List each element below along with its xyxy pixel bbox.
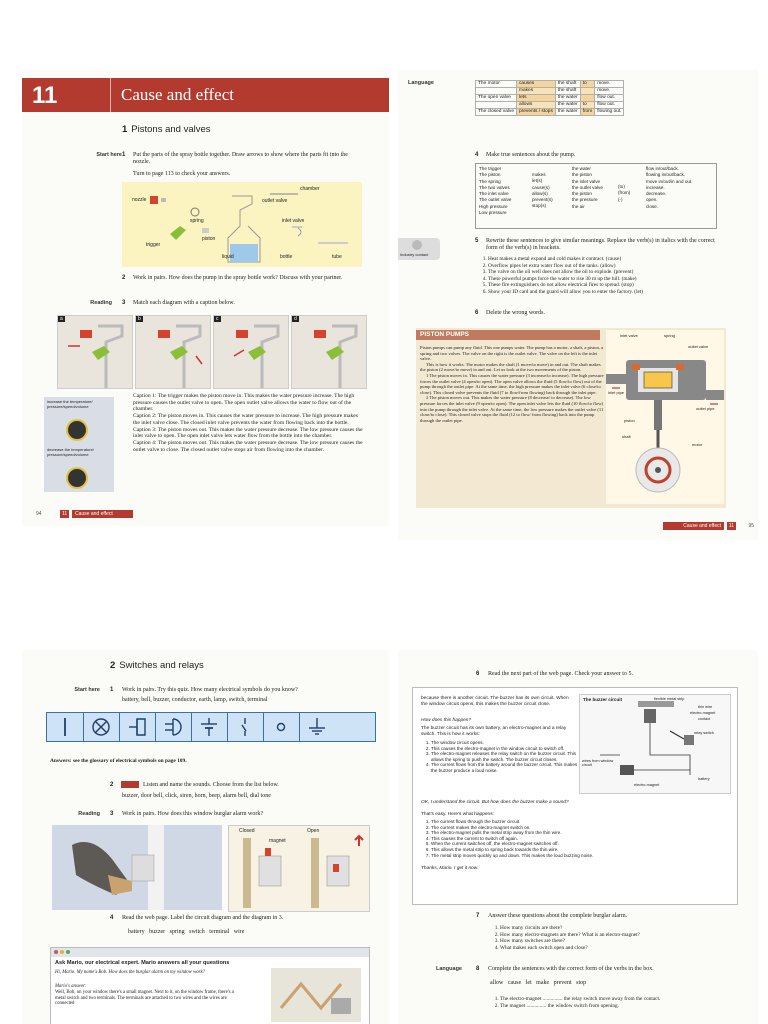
task-7-number: 7	[476, 913, 480, 919]
substitution-cell: decrease.	[646, 191, 667, 197]
switch-symbol-icon	[227, 713, 264, 741]
substitution-cell: stop(s)	[532, 203, 547, 209]
language-table-cell: flow out.	[595, 95, 624, 102]
language-table-cell: to	[580, 102, 595, 109]
open-label: Open	[307, 828, 320, 834]
diagram-label-liquid: liquid	[222, 254, 234, 260]
task-6b-text: Read the next part of the web page. Check your answer to 5.	[488, 671, 633, 677]
pump-label-outlet-valve: outlet valve	[688, 344, 709, 349]
substitution-cell: let(s)	[532, 178, 543, 184]
web-step-2-item: 3. The electro-magnet pulls the metal strip away from the thin wire.	[431, 830, 671, 836]
footer-page-number-right: 95	[748, 523, 754, 529]
web-question-2: How does this happen?	[421, 718, 472, 723]
web-step-2-item: 2. The current makes the electro-magnet switch on.	[431, 825, 671, 831]
lamp-symbol-icon	[83, 713, 120, 741]
task-7-item: 4. What makes each switch open and close?	[500, 945, 750, 952]
buzzer-label-electro-magnet: electro-magnet	[690, 711, 716, 715]
task-7-list	[490, 925, 750, 951]
footer-right	[398, 522, 758, 531]
buzzer-label-electro-magnet-2: electro-magnet	[634, 783, 660, 787]
task-2-text: Work in pairs. How does the pump in the spray bottle work? Discuss with your partner.	[133, 275, 343, 281]
language-table-cell: the water	[555, 95, 580, 102]
task-5-text: Rewrite these sentences to give similar meanings. Replace the verb(s) in italics with the correct form of the verb(s) in brackets.	[486, 238, 715, 252]
web-step-2-item: 4. This causes the current to switch off again.	[431, 836, 671, 842]
reading-label: Reading	[90, 300, 112, 306]
language-table-cell: The closed valve	[476, 109, 517, 116]
footer-unit-badge-right: 11	[728, 523, 734, 529]
language-table-cell: move.	[595, 88, 624, 95]
language-table-cell: the water	[555, 109, 580, 116]
language-table-row	[476, 81, 624, 88]
bell-symbol-icon	[155, 713, 192, 741]
sub-col-particle	[618, 184, 630, 203]
substitution-cell: High pressure	[479, 203, 508, 209]
substitution-cell: Low pressure	[479, 210, 507, 216]
browser-dot-3[interactable]	[66, 950, 70, 954]
web-page-continued	[412, 687, 738, 905]
language-label-2: Language	[436, 966, 462, 972]
buzzer-circuit-title: The buzzer circuit	[583, 697, 623, 702]
buzzer-label-thin-wire: thin wire	[698, 705, 713, 709]
industry-contact-icon	[412, 240, 422, 250]
substitution-cell: move in/out/in and out.	[646, 178, 693, 184]
web-step-2-item: 1. The current flows through the buzzer circuit.	[431, 819, 671, 825]
buzzer-symbol-icon	[119, 713, 156, 741]
sub-col-subject	[479, 166, 511, 216]
task-5-number: 5	[475, 238, 479, 244]
bottle-liquid	[230, 244, 258, 262]
substitution-cell: The trigger	[479, 166, 502, 171]
caption-3: Caption 3: The piston moves out. This makes the water pressure decrease. The low pressure causes the inlet valve to open. The open inlet valve lets water flow from the bottle into the chamber.	[133, 426, 363, 440]
task-5-item: 6. Show your ID card and the guard will allow you to enter the factory. (let)	[488, 289, 738, 296]
task-8-words: allow cause let make prevent stop	[490, 980, 587, 986]
substitution-cell: The outlet valve	[479, 197, 512, 203]
task-2b-words: buzzer, door bell, click, siren, horn, beep, alarm bell, dial tone	[122, 793, 271, 799]
task-8-list	[490, 996, 750, 1009]
language-label: Language	[408, 80, 434, 86]
language-table-row	[476, 109, 624, 116]
web-step-2-item: 6. This allows the metal strip to spring back towards the thin wire.	[431, 847, 671, 853]
substitution-cell: the piston	[572, 191, 592, 197]
web-page-panel	[50, 947, 370, 1024]
diagram-label-chamber: chamber	[300, 186, 320, 192]
unit-title: Cause and effect	[121, 85, 234, 104]
web-question: Hi, Mario. My name's Bob. How does the burglar alarm on my window work?	[55, 970, 206, 975]
diagram-label-bottle: bottle	[280, 254, 293, 260]
task-3-number: 3	[122, 300, 126, 306]
section-1-title-text: Pistons and valves	[131, 124, 211, 135]
page-cause-and-effect-right	[398, 70, 758, 540]
task-5-item: 4. These powerful pumps force the water to rise 30 m up the hill. (make)	[488, 276, 738, 283]
section-2-title-text: Switches and relays	[119, 660, 204, 671]
web-thanks: Thanks, Mario. I get it now.	[421, 866, 479, 871]
language-table-cell: causes	[517, 81, 556, 88]
task-8-number: 8	[476, 966, 480, 972]
web-step-item: 2. This causes the electro-magnet in the window circuit to switch off.	[431, 746, 579, 752]
language-table-cell: the shaft	[555, 81, 580, 88]
industry-contact-tab	[398, 238, 440, 260]
web-step-2-item: 7. The metal strip moves quickly up and down. This makes the loud buzzing noise.	[431, 853, 671, 859]
substitution-cell: the outlet valve	[572, 184, 603, 190]
substitution-cell: increase.	[646, 184, 665, 190]
language-table-cell	[580, 88, 595, 95]
buzzer-label-flexible-strip: flexible metal strip	[654, 697, 685, 701]
task-6-text: Delete the wrong words.	[486, 310, 545, 316]
buzzer-label-battery: battery	[698, 777, 710, 781]
section-2-title	[110, 660, 204, 671]
substitution-cell: the inlet valve	[572, 178, 601, 184]
industry-contact-label: Industry contact	[400, 252, 429, 257]
diagram-label-spring: spring	[190, 218, 204, 224]
task-3b-text: Work in pairs. How does this window burglar alarm work?	[122, 811, 264, 817]
diagram-label-trigger: trigger	[146, 242, 161, 248]
piston-pumps-heading: PISTON PUMPS	[416, 330, 600, 340]
start-here-label-2: Start here	[74, 687, 100, 693]
spray-bottle-diagram	[122, 182, 362, 267]
piston-how: This is how it works. The motor makes the shaft (1 move/to move) in and out. The shaft makes the piston (2 move/to move) in and out. Let us look at the two movements of the piston.	[420, 361, 601, 373]
section-1-number: 1	[122, 124, 128, 135]
dial-increase-icon	[66, 419, 88, 441]
substitution-cell: prevent(s)	[532, 197, 553, 203]
pump-label-spring: spring	[664, 333, 675, 338]
diagram-label-inlet-valve: inlet valve	[282, 218, 305, 224]
photo-d-label: d	[294, 316, 297, 322]
page-switches-and-relays-right	[398, 650, 758, 1024]
reading-label-2: Reading	[78, 811, 100, 817]
task-8-item: 1. The electro-magnet ............... the relay switch move away from the contact.	[500, 996, 750, 1003]
closed-open-diagram	[228, 825, 370, 912]
photo-a-label: a	[60, 316, 63, 322]
substitution-cell: the piston	[572, 172, 592, 178]
task-1b-words: battery, bell, buzzer, conductor, earth, lamp, switch, terminal	[122, 697, 268, 703]
task-3b-number: 3	[110, 811, 114, 817]
substitution-cell: the pressure	[572, 197, 598, 203]
task-7-item: 1. How many circuits are there?	[500, 925, 750, 932]
web-step-item: 3. The electro-magnet releases the relay switch on the buzzer circuit. This allows the spring to push the switch. The buzzer circuit closes.	[431, 751, 579, 762]
unit-number: 11	[32, 82, 58, 109]
earth-symbol-icon	[299, 713, 335, 741]
language-table-cell: allows	[517, 102, 556, 109]
browser-dot-2[interactable]	[60, 950, 64, 954]
buzzer-circuit-diagram	[579, 694, 731, 794]
web-steps-list	[421, 740, 579, 774]
buzzer-label-wires-window: wires from window circuit	[582, 759, 614, 768]
substitution-cell: the water	[572, 166, 591, 171]
task-7-item: 3. How many switches are there?	[500, 938, 750, 945]
pump-label-piston: piston	[624, 418, 635, 423]
substitution-cell: (to)	[618, 184, 625, 189]
nozzle-part	[150, 196, 158, 204]
burglar-alarm-photo	[52, 825, 222, 910]
language-table-cell	[476, 102, 517, 109]
language-table-cell: the shaft	[555, 88, 580, 95]
task-8-text: Complete the sentences with the correct form of the verbs in the box.	[488, 966, 654, 972]
diagram-label-nozzle: nozzle	[132, 197, 147, 203]
substitution-cell: open.	[646, 197, 658, 203]
piston-paragraph-2: 2 The piston moves out. This makes the water pressure (8 decrease/ to decrease). The low pressure forces the inlet valve (9 open/to open). The open inlet valve lets the fluid (10 flow/to flow) into the pump through the inlet valve. At the same time, the low pressure makes the outlet valve (11 close/to close). This closed valve stops the fluid (12 to flow/ from flowing) back into the pump through the outlet pipe.	[420, 395, 604, 423]
electrical-symbols-quiz	[46, 712, 376, 742]
piston-pumps-box	[416, 328, 726, 508]
language-table-cell	[580, 95, 595, 102]
web-body: The buzzer circuit has its own battery, an electro-magnet and a relay switch. This is how it works:	[421, 726, 567, 737]
task-8-item: 2. The magnet ............... the window switch from opening.	[500, 1003, 750, 1010]
web-question-3: OK, I understand the circuit. But how does the buzzer make a sound?	[421, 800, 569, 805]
language-table-cell: from	[580, 109, 595, 116]
substitution-cell: The spring	[479, 178, 501, 184]
substitution-cell: flowing in/out/back.	[646, 172, 686, 178]
pump-label-inlet-valve: inlet valve	[620, 333, 638, 338]
section-2-number: 2	[110, 660, 116, 671]
pump-label-inlet-pipe: inlet pipe	[608, 390, 625, 395]
language-table-cell: makes	[517, 88, 556, 95]
substitution-cell: allow(s)	[532, 190, 548, 196]
conductor-symbol-icon	[47, 713, 84, 741]
pump-illustration	[606, 330, 724, 504]
task-3-text: Match each diagram with a caption below.	[133, 300, 235, 306]
substitution-cell: The inlet valve	[479, 191, 509, 197]
language-table-cell: to	[580, 81, 595, 88]
terminal-symbol-icon	[263, 713, 300, 741]
task-5-item: 2. Overflow pipes let extra water flow out of the tanks. (allow)	[488, 263, 738, 270]
photo-c	[213, 315, 289, 389]
footer-left	[22, 510, 389, 519]
task-1b-text: Work in pairs. Try this quiz. How many electrical symbols do you know?	[122, 687, 298, 693]
task-7-text: Answer these questions about the complete burglar alarm.	[488, 913, 628, 919]
substitution-cell: (from)	[618, 190, 631, 196]
captions	[133, 393, 365, 453]
pump-label-shaft: shaft	[622, 434, 631, 439]
magnet-label: magnet	[269, 838, 286, 844]
language-table-row	[476, 102, 624, 109]
piston-intro: Piston pumps can pump any fluid. This one pumps water. The pump has a motor, a shaft, a piston, a spring and two valves. The valve on the right is the outlet valve. The valve on the left is the inlet valve.	[420, 345, 604, 362]
spray-bottle-illustration	[122, 182, 362, 267]
language-table	[475, 80, 624, 116]
language-table-cell: flowing out.	[595, 109, 624, 116]
substitution-cell: The two valves	[479, 184, 510, 190]
page-cause-and-effect-left	[22, 70, 389, 526]
photo-d	[291, 315, 367, 389]
task-4b-words: battery buzzer spring switch terminal wire	[128, 929, 245, 935]
task-5-item: 1. Heat makes a metal expand and cold makes it contract. (cause)	[488, 256, 738, 263]
pump-diagram	[606, 330, 724, 504]
substitution-cell: makes	[532, 172, 546, 177]
language-table-row	[476, 95, 624, 102]
language-table-cell	[476, 88, 517, 95]
task-4-number: 4	[475, 152, 479, 158]
sub-col-verb	[532, 172, 553, 210]
section-1-title	[122, 124, 211, 135]
footer-unit-title-right: Cause and effect	[663, 522, 724, 530]
piston-pumps-text	[420, 345, 604, 423]
pump-label-outlet-pipe: outlet pipe	[696, 406, 715, 411]
substitution-cell: cause(s)	[532, 184, 550, 190]
footer-page-number: 94	[36, 511, 42, 517]
dial-sidebar	[44, 397, 114, 492]
substitution-cell: the air	[572, 203, 585, 209]
task-1-text: Put the parts of the spray bottle together. Draw arrows to show where the parts fit into the nozzle.	[133, 152, 348, 166]
web-answer-label: Mario's answer:	[55, 984, 87, 989]
task-6-number: 6	[475, 310, 479, 316]
sub-col-object	[572, 166, 603, 210]
task-5-list	[478, 256, 738, 296]
sub-col-complement	[646, 166, 692, 210]
task-1-number: 1	[122, 152, 126, 158]
photo-a	[57, 315, 133, 389]
footer-unit-title: Cause and effect	[72, 510, 133, 518]
task-6b-number: 6	[476, 671, 480, 677]
diagram-label-piston: piston	[202, 236, 216, 242]
caption-4: Caption 4: The piston moves out. This makes the water pressure decrease. The low pressure causes the outlet valve to close. The closed outlet valve stops air from flowing into the chamber.	[133, 439, 363, 453]
closed-label: Closed	[239, 828, 255, 834]
browser-dot-1[interactable]	[54, 950, 58, 954]
task-2-number: 2	[122, 275, 126, 281]
caption-1: Caption 1: The trigger makes the piston move in. This makes the water pressure increase. The high pressure causes the outlet valve to open. The open outlet valve allows the water to flow out of the chamber.	[133, 393, 355, 413]
web-title: Ask Mario, our electrical expert. Mario answers all your questions	[55, 960, 230, 966]
dial-increase-label: increase the temperature/ pressure/speed/volume	[47, 399, 93, 409]
substitution-cell: (-)	[618, 196, 623, 202]
language-table-body	[476, 81, 624, 116]
web-steps-2-list	[421, 819, 671, 858]
language-table-cell: The open valve	[476, 95, 517, 102]
buzzer-label-contact: contact	[698, 717, 711, 721]
task-5-item: 5. These fire extinguishers do not allow electrical fires to spread. (stop)	[488, 282, 738, 289]
task-4b-number: 4	[110, 915, 114, 921]
photo-c-label: c	[216, 316, 219, 322]
diagram-label-outlet-valve: outlet valve	[262, 198, 288, 204]
start-here-label: Start here	[96, 152, 122, 158]
task-1-check: Turn to page 113 to check your answers.	[133, 171, 231, 177]
dial-decrease-icon	[66, 467, 88, 489]
substitution-table	[475, 163, 717, 229]
language-table-cell: The motor	[476, 81, 517, 88]
pump-label-motor: motor	[692, 442, 703, 447]
task-5-item: 3. The valve on the oil well does not allow the oil to explode. (prevent)	[488, 269, 738, 276]
language-table-row	[476, 88, 624, 95]
web-thumbnail	[271, 968, 361, 1022]
audio-track-icon[interactable]	[121, 781, 139, 788]
task-4b-text: Read the web page. Label the circuit diagram and the diagram in 3.	[122, 915, 284, 921]
task-4-text: Make true sentences about the pump.	[486, 152, 576, 158]
web-step-item: 4. The current flows from the battery around the buzzer circuit. This makes the buzzer produce a loud noise.	[431, 762, 579, 773]
substitution-cell: close.	[646, 203, 659, 209]
web-step-item: 1. The window circuit opens.	[431, 740, 579, 746]
task-7-item: 2. How many electro-magnets are there? What is an electro-magnet?	[500, 932, 750, 939]
browser-toolbar	[51, 948, 369, 957]
web-body-2: That's easy. Here's what happens:	[421, 812, 494, 817]
language-table-cell: lets	[517, 95, 556, 102]
piston-paragraph-1: 1 The piston moves in. This causes the water pressure (3 increase/to increase). The high pressure forces the outlet valve (4 open/to open). The open valve allows the fluid (5 flow/to flow) out of the pump through the outlet pipe. At the same time, the high pressure makes the inlet valve (6 close/to close). This closed valve prevents the fluid (7 to flow/from flowing) back through the inlet pipe.	[420, 372, 604, 395]
photo-b-label: b	[138, 316, 141, 322]
page-switches-and-relays-left	[22, 650, 389, 1024]
battery-symbol-icon	[191, 713, 228, 741]
dial-decrease-label: decrease the temperature/ pressure/speed/volume	[47, 447, 94, 457]
web-intro: because there is another circuit. The buzzer has its own circuit. When the window circuit opens, this makes the buzzer circuit close.	[421, 696, 569, 707]
task-2b-text: Listen and name the sounds. Choose from the list below.	[143, 782, 279, 788]
substitution-cell: The piston	[479, 172, 501, 178]
web-step-2-item: 5. When the current switches off, the electro-magnet switches off.	[431, 841, 671, 847]
answers-note: Answers: see the glossary of electrical symbols on page 109.	[50, 758, 187, 764]
language-table-cell: the water	[555, 102, 580, 109]
web-answer: Well, Bob, on your window there's a small magnet. Next to it, on the window frame, there's a metal switch and two terminals. The terminals are attached to two wires and the wires are connected	[55, 990, 234, 1007]
language-table-cell: prevents / stops	[517, 109, 556, 116]
task-1b-number: 1	[110, 687, 114, 693]
substitution-cell: flow in/out/back.	[646, 166, 679, 171]
language-table-cell: move.	[595, 81, 624, 88]
trigger-part	[170, 226, 186, 240]
task-2b-number: 2	[110, 782, 114, 788]
footer-unit-badge: 11	[62, 511, 68, 517]
diagram-label-tube: tube	[332, 254, 342, 260]
unit-title-divider	[110, 78, 111, 112]
photo-b	[135, 315, 211, 389]
language-table-cell: flow out.	[595, 102, 624, 109]
buzzer-label-relay-switch: relay switch	[694, 731, 714, 735]
caption-2: Caption 2: The piston moves in. This causes the water pressure to increase. The high pressure makes the inlet valve close. The closed inlet valve prevents the water from flowing back into the bottle.	[133, 413, 358, 426]
